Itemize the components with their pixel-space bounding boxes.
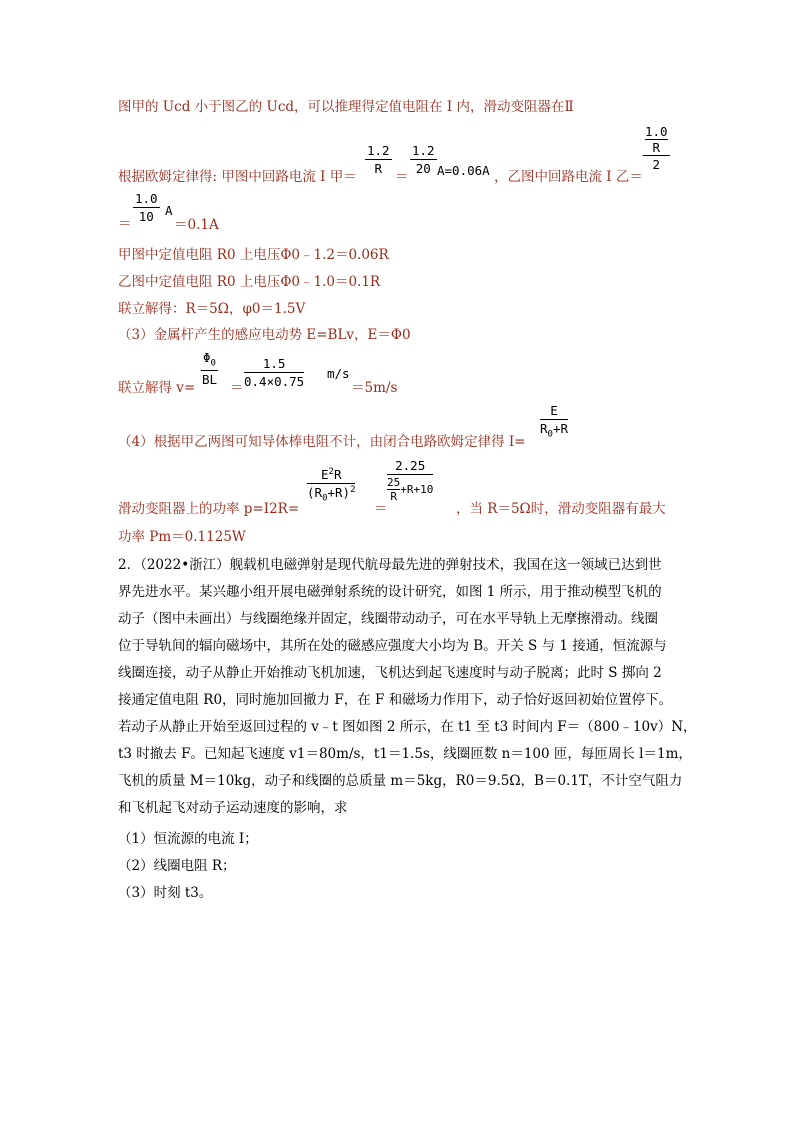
problem-line: 线圈连接，动子从静止开始推动飞机加速，飞机达到起飞速度时与动子脱离；此时 S 掷向 2 (118, 665, 662, 681)
problem-line: 飞机的质量 M＝10kg，动子和线圈的总质量 m＝5kg，R0＝9.5Ω，B＝0.1T，不计空气阻力 (118, 773, 683, 789)
solution-line-2-prefix: 根据欧姆定律得: 甲图中回路电流 I 甲＝ (118, 169, 357, 185)
question-1: （1）恒流源的电流 I； (118, 831, 258, 847)
problem-line: 界先进水平。某兴趣小组开展电磁弹射系统的设计研究，如图 1 所示，用于推动模型飞机的 (118, 584, 662, 600)
solution-line-10-prefix: 滑动变阻器上的功率 p=I2R= (118, 501, 300, 517)
solution-line-5: 乙图中定值电阻 R0 上电压Φ0﹣1.0＝0.1R (118, 274, 381, 290)
fraction-current-jia-value: $\frac{1.2}{20}$ (412, 143, 435, 176)
fraction-current-yi-value: $\frac{1.0}{10}$ (135, 191, 158, 224)
fraction-power-value: 2.25 $\frac{25}{R}$ +R+10 (387, 458, 434, 503)
question-3: （3）时刻 t3。 (118, 885, 213, 901)
solution-line-10-suffix: ，当 R＝5Ω时，滑动变阻器有最大 (456, 501, 666, 517)
solution-line-1: 图甲的 Ucd 小于图乙的 Ucd，可以推理得定值电阻在 I 内，滑动变阻器在Ⅱ (118, 99, 574, 115)
fraction-current-jia: $\frac{1.2}{R}$ (367, 143, 390, 176)
problem-line: 和飞机起飞对动子运动速度的影响，求 (118, 800, 348, 816)
problem-line: 动子（图中未画出）与线圈绝缘并固定，线圈带动动子，可在水平导轨上无摩擦滑动。线圈 (118, 611, 658, 627)
fraction-current-closed-circuit: $\frac{E}{R_0+R}$ (540, 403, 569, 440)
solution-line-11: 功率 Pm＝0.1125W (118, 529, 246, 545)
problem-line: 接通定值电阻 R0，同时施加回撤力 F，在 F 和磁场力作用下，动子恰好返回初始位置停下。 (118, 692, 673, 708)
question-2: （2）线圈电阻 R； (118, 858, 236, 874)
solution-line-7: （3）金属杆产生的感应电动势 E=BLv，E＝Φ0 (118, 327, 411, 343)
problem-line: 位于导轨间的辐向磁场中，其所在处的磁感应强度大小均为 B。开关 S 与 1 接通，恒流源与 (118, 638, 667, 654)
fraction-velocity-symbolic: $\frac{\Phi_0}{BL}$ (201, 350, 217, 387)
fraction-velocity-value: $\frac{1.5}{0.4\times 0.75}$ (244, 356, 305, 389)
fraction-power-symbolic: $\frac{E^2R}{(R_0+R)^2}$ (307, 467, 356, 504)
solution-line-8-prefix: 联立解得 v= (118, 380, 196, 396)
solution-line-6: 联立解得：R＝5Ω，φ0＝1.5V (118, 301, 306, 317)
solution-line-2-mid: ，乙图中回路电流 I 乙＝ (494, 169, 643, 185)
solution-line-9: （4）根据甲乙两图可知导体棒电阻不计，由闭合电路欧姆定律得 I= (118, 434, 526, 450)
problem-line: 若动子从静止开始至返回过程的 v﹣t 图如图 2 所示，在 t1 至 t3 时间内 F＝（800﹣10v）N， (118, 719, 697, 735)
fraction-current-yi: 1.0 R 2 (645, 124, 668, 172)
solution-line-4: 甲图中定值电阻 R0 上电压Φ0﹣1.2＝0.06R (118, 247, 389, 263)
problem-line: t3 时撤去 F。已知起飞速度 v1＝80m/s，t1＝1.5s，线圈匝数 n＝100 匝，每匝周长 l＝1m， (118, 746, 692, 762)
problem-line: 2．（2022•浙江）舰载机电磁弹射是现代航母最先进的弹射技术，我国在这一领域已达到世 (118, 557, 662, 573)
